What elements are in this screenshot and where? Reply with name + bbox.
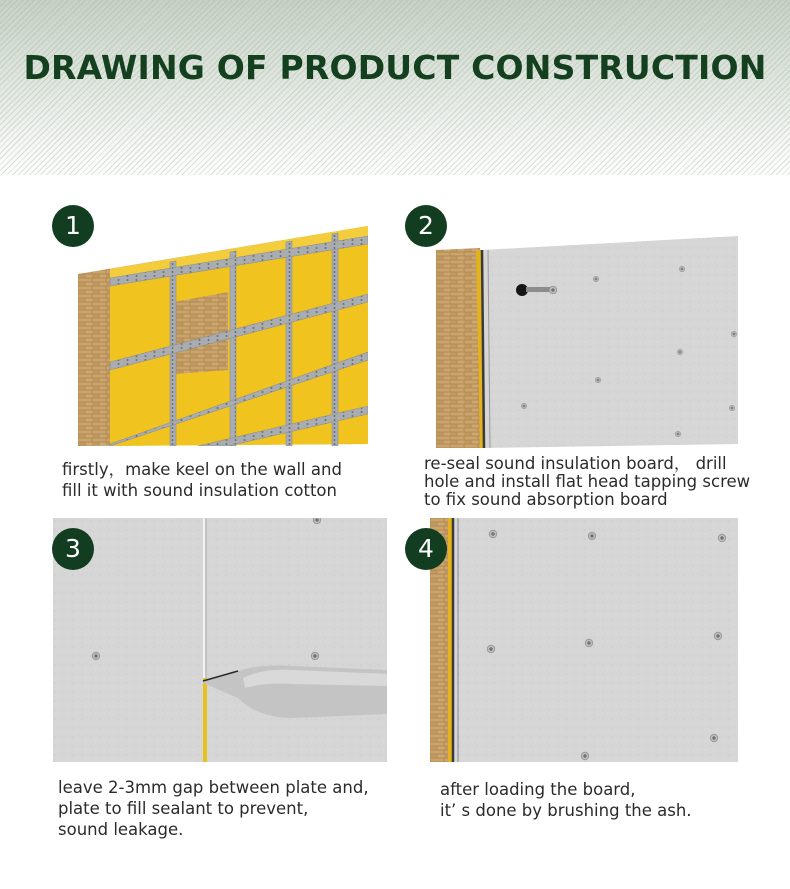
step-3-illustration [53, 518, 387, 762]
page-title: DRAWING OF PRODUCT CONSTRUCTION [23, 48, 767, 87]
step-2-illustration [436, 236, 738, 448]
step-1-illustration [78, 222, 368, 446]
step-3-badge: 3 [52, 528, 94, 570]
step-1-caption-line-2: fill it with sound insulation cotton [62, 481, 337, 500]
step-2-badge: 2 [405, 205, 447, 247]
header-banner [0, 0, 790, 175]
step-4-badge: 4 [405, 528, 447, 570]
step-3-caption [58, 777, 369, 840]
step-1-caption-line-1: firstly，make keel on the wall and [62, 460, 342, 479]
step-1-badge: 1 [52, 205, 94, 247]
step-1-caption [62, 459, 342, 501]
step-3-caption-line-1: leave 2-3mm gap between plate and, [58, 778, 369, 797]
step-3-caption-line-3: sound leakage. [58, 820, 184, 839]
step-4-caption-line-1: after loading the board, [440, 780, 636, 799]
step-4-illustration [430, 518, 738, 762]
step-2-caption-line-1: re-seal sound insulation board， drill [424, 454, 727, 473]
step-2-caption-line-2: hole and install flat head tapping screw [424, 472, 751, 491]
step-2-caption [424, 455, 750, 509]
step-2-caption-line-3: to fix sound absorption board [424, 490, 668, 509]
step-3-caption-line-2: plate to fill sealant to prevent, [58, 799, 309, 818]
step-4-caption-line-2: it’ s done by brushing the ash. [440, 801, 692, 820]
step-4-caption [440, 779, 692, 821]
